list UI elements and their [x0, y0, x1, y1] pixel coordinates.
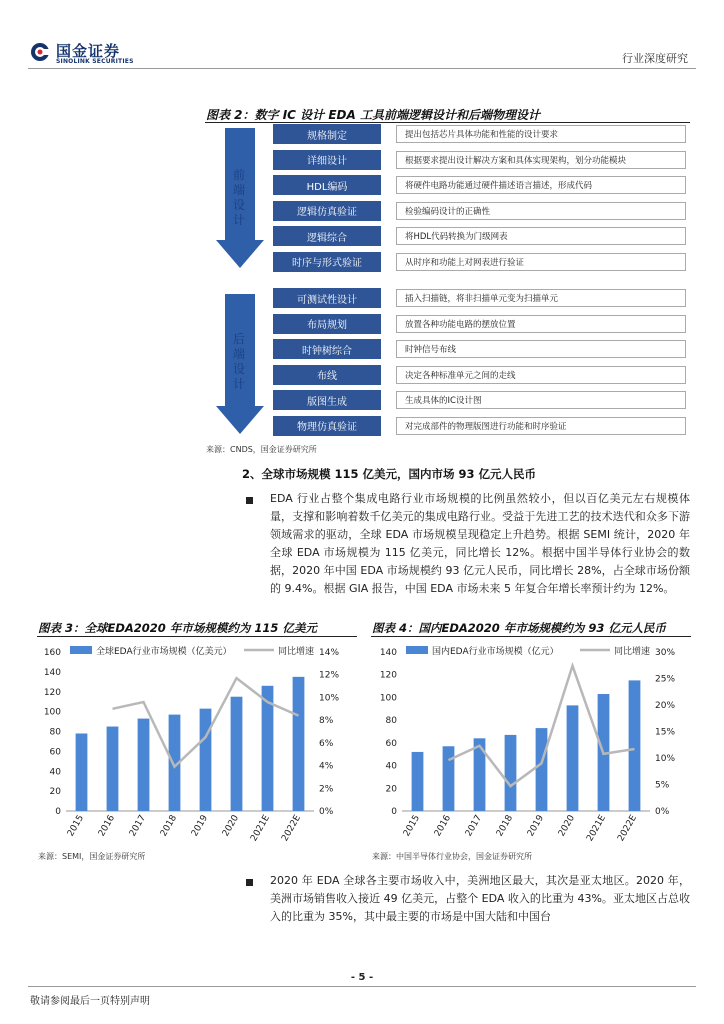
logo-text: 国金证券	[56, 42, 121, 60]
front-design-label: 前 端 设 计	[232, 168, 245, 227]
x-tick-label: 2021E	[585, 813, 609, 844]
front-step-2: 详细设计	[273, 150, 381, 170]
y-left-tick-label: 120	[43, 687, 61, 698]
figure2-source: 来源：CNDS，国金证券研究所	[206, 445, 317, 454]
bullet-2	[246, 879, 253, 886]
page-number: - 5 -	[350, 972, 374, 983]
y-left-tick-label: 120	[379, 670, 397, 681]
back-step-desc-2: 放置各种功能电路的摆放位置	[396, 315, 686, 333]
y-right-tick-label: 10%	[319, 693, 340, 704]
x-tick-label: 2022E	[280, 813, 304, 844]
y-right-tick-label: 15%	[655, 727, 676, 738]
back-step-desc-6: 对完成部件的物理版图进行功能和时序验证	[396, 417, 686, 435]
figure2-title: 图表 2：数字 IC 设计 EDA 工具前端逻辑设计和后端物理设计	[206, 108, 540, 122]
back-step-4: 布线	[273, 365, 381, 385]
y-right-tick-label: 25%	[655, 674, 676, 685]
x-tick-label: 2018	[494, 813, 516, 839]
figure4-chart	[366, 640, 696, 848]
y-left-tick-label: 140	[43, 667, 61, 678]
y-left-tick-label: 40	[49, 767, 61, 778]
legend-bar-swatch	[406, 646, 428, 654]
bar	[293, 677, 305, 811]
bar	[138, 719, 150, 811]
bar	[200, 709, 212, 811]
section-title: 2、全球市场规模 115 亿美元，国内市场 93 亿元人民币	[242, 467, 537, 481]
y-left-tick-label: 80	[49, 727, 61, 738]
x-tick-label: 2016	[432, 813, 454, 839]
y-right-tick-label: 0%	[319, 807, 334, 817]
back-step-5: 版图生成	[273, 390, 381, 410]
y-left-tick-label: 20	[385, 784, 397, 795]
figure4-title: 图表 4：国内EDA2020 年市场规模约为 93 亿元人民币	[372, 621, 666, 635]
paragraph-2: 2020 年 EDA 全球各主要市场收入中，美洲地区最大，其次是亚太地区。2020 年，美洲市场销售收入接近 49 亿美元，占整个 EDA 收入的比重为 43%。亚太地区占总收入的比重为 35%，其中最主要的市场是中国大陆和中国台	[270, 874, 690, 923]
front-step-desc-6: 从时序和功能上对网表进行验证	[396, 253, 686, 271]
figure4-source: 来源：中国半导体行业协会，国金证券研究所	[372, 852, 532, 861]
y-left-tick-label: 40	[385, 761, 397, 772]
y-left-tick-label: 100	[43, 707, 61, 718]
y-left-tick-label: 0	[55, 807, 61, 817]
y-right-tick-label: 8%	[319, 716, 334, 727]
front-step-6: 时序与形式验证	[273, 252, 381, 272]
legend-line-label: 同比增速	[614, 647, 651, 657]
bar	[107, 727, 119, 811]
figure3-title-rule	[37, 636, 357, 637]
y-left-tick-label: 60	[385, 738, 397, 749]
legend-bar-swatch	[70, 646, 92, 654]
back-step-desc-3: 时钟信号布线	[396, 340, 686, 358]
figure2-title-rule	[205, 122, 690, 123]
x-tick-label: 2019	[525, 813, 547, 839]
x-tick-label: 2019	[189, 813, 211, 839]
x-tick-label: 2017	[127, 813, 149, 839]
y-right-tick-label: 20%	[655, 701, 676, 711]
x-tick-label: 2020	[556, 813, 578, 839]
legend-bar-label: 国内EDA行业市场规模（亿元）	[432, 647, 559, 657]
y-left-tick-label: 60	[49, 747, 61, 758]
back-step-desc-5: 生成具体的IC设计图	[396, 391, 686, 409]
y-right-tick-label: 0%	[655, 807, 670, 817]
bar	[443, 746, 455, 811]
front-step-5: 逻辑综合	[273, 226, 381, 246]
bar	[412, 752, 424, 811]
y-left-tick-label: 20	[49, 787, 61, 798]
back-step-1: 可测试性设计	[273, 288, 381, 308]
logo-icon	[30, 42, 50, 62]
footer-divider	[28, 986, 696, 987]
y-left-tick-label: 80	[385, 716, 397, 727]
y-right-tick-label: 2%	[319, 784, 334, 795]
figure3-title: 图表 3：全球EDA2020 年市场规模约为 115 亿美元	[38, 621, 317, 635]
x-tick-label: 2021E	[249, 813, 273, 844]
back-step-3: 时钟树综合	[273, 339, 381, 359]
paragraph-1: EDA 行业占整个集成电路行业市场规模的比例虽然较小，但以百亿美元左右规模体量，支撑和影响着数千亿美元的集成电路行业。受益于先进工艺的技术迭代和众多下游领域需求的驱动，全球 EDA 市场规模呈现稳定上升趋势。根据 SEMI 统计，2020 年全球 EDA 市场规模为 115 亿美元，同比增长 12%。根据中国半导体行业协会的数据，2020 年中国 EDA 市场规模约 93 亿元人民币，同比增长 28%，占全球市场份额的 9.4%。根据 GIA 报告，中国 EDA 市场未来 5 年复合年增长率预计约为 12%。	[270, 492, 690, 595]
y-right-tick-label: 30%	[655, 648, 676, 658]
y-left-tick-label: 0	[391, 807, 397, 817]
y-left-tick-label: 100	[379, 693, 397, 704]
front-step-desc-4: 检验编码设计的正确性	[396, 202, 686, 220]
y-right-tick-label: 6%	[319, 738, 334, 749]
y-right-tick-label: 10%	[655, 754, 676, 764]
bar	[231, 697, 243, 811]
x-tick-label: 2022E	[616, 813, 640, 844]
x-tick-label: 2017	[463, 813, 485, 839]
front-step-desc-5: 将HDL代码转换为门级网表	[396, 227, 686, 245]
y-left-tick-label: 160	[43, 648, 61, 658]
x-tick-label: 2016	[96, 813, 118, 839]
back-step-2: 布局规划	[273, 314, 381, 334]
header-divider	[28, 68, 696, 69]
logo-subtext: SINOLINK SECURITIES	[56, 58, 134, 65]
front-step-desc-3: 将硬件电路功能通过硬件描述语言描述，形成代码	[396, 176, 686, 194]
y-left-tick-label: 140	[379, 648, 397, 658]
x-tick-label: 2015	[401, 813, 423, 839]
footer-note: 敬请参阅最后一页特别声明	[30, 996, 150, 1007]
back-step-desc-1: 插入扫描链，将非扫描单元变为扫描单元	[396, 289, 686, 307]
figure4-title-rule	[371, 636, 691, 637]
y-right-tick-label: 12%	[319, 670, 340, 681]
front-step-1: 规格制定	[273, 124, 381, 144]
bar	[505, 735, 517, 811]
bar	[629, 680, 641, 811]
back-design-label: 后 端 设 计	[232, 332, 245, 391]
y-right-tick-label: 14%	[319, 648, 340, 658]
figure3-source: 来源：SEMI，国金证券研究所	[38, 852, 146, 861]
front-step-3: HDL编码	[273, 175, 381, 195]
bar	[536, 728, 548, 811]
x-tick-label: 2015	[65, 813, 87, 839]
back-step-6: 物理仿真验证	[273, 416, 381, 436]
bullet-1	[246, 497, 253, 504]
front-step-desc-2: 根据要求提出设计解决方案和具体实现架构，划分功能模块	[396, 151, 686, 169]
bar	[76, 733, 88, 811]
y-right-tick-label: 4%	[319, 761, 334, 772]
front-step-4: 逻辑仿真验证	[273, 201, 381, 221]
document-type: 行业深度研究	[622, 52, 688, 65]
bar	[567, 705, 579, 811]
x-tick-label: 2018	[158, 813, 180, 839]
legend-bar-label: 全球EDA行业市场规模（亿美元）	[96, 647, 232, 657]
x-tick-label: 2020	[220, 813, 242, 839]
figure3-chart	[30, 640, 360, 848]
front-step-desc-1: 提出包括芯片具体功能和性能的设计要求	[396, 125, 686, 143]
back-step-desc-4: 决定各种标准单元之间的走线	[396, 366, 686, 384]
y-right-tick-label: 5%	[655, 780, 670, 791]
legend-line-label: 同比增速	[278, 647, 315, 657]
